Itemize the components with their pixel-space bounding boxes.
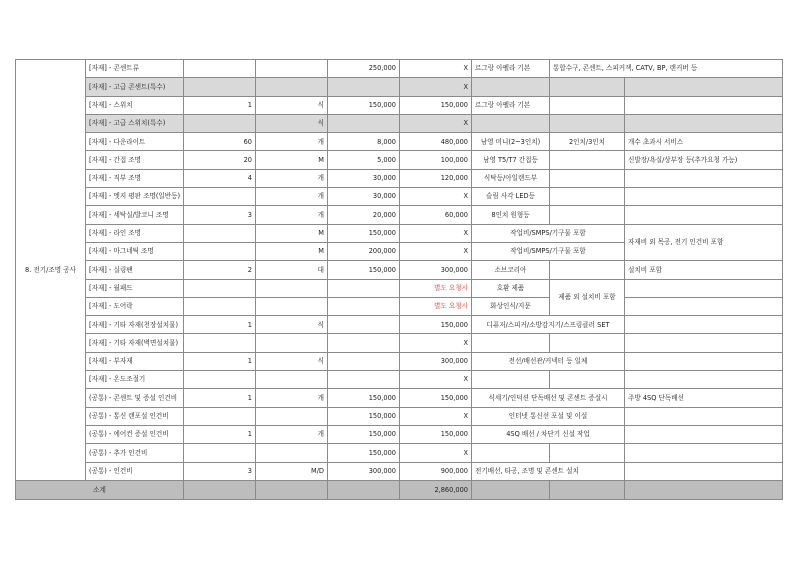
qty: 60: [184, 133, 256, 151]
note: 개수 초과시 서비스: [625, 133, 783, 151]
unit: 식: [256, 352, 328, 370]
item-name: (공통) - 인건비: [86, 462, 184, 480]
spec-detail: 제품 외 설치비 포함: [550, 279, 625, 316]
spec: 르그랑 아펠라 기본: [472, 96, 550, 114]
spec: 식탁등/아일랜드부: [472, 169, 550, 187]
unit: 개: [256, 133, 328, 151]
spec: 남영 미니(2~3인치): [472, 133, 550, 151]
amount: 60,000: [400, 206, 472, 224]
item-name: (공통) - 에어컨 증설 인건비: [86, 425, 184, 443]
amount: 150,000: [400, 425, 472, 443]
unit-price: 150,000: [328, 96, 400, 114]
unit-price: 150,000: [328, 261, 400, 279]
unit-price: 200,000: [328, 242, 400, 260]
unit: M/D: [256, 462, 328, 480]
item-name: [자재] - 월패드: [86, 279, 184, 297]
unit: 개: [256, 188, 328, 206]
amount: X: [400, 444, 472, 462]
unit-price: 8,000: [328, 133, 400, 151]
spec: 4SQ 배선 / 차단기 신설 작업: [472, 425, 625, 443]
note: 설치비 포함: [625, 261, 783, 279]
unit: M: [256, 242, 328, 260]
estimate-table: [15, 59, 783, 500]
qty: 1: [184, 389, 256, 407]
amount: 별도 요청시: [400, 297, 472, 315]
unit-price: 250,000: [328, 60, 400, 78]
qty: 1: [184, 425, 256, 443]
item-name: (공통) - 콘센트 및 증설 인건비: [86, 389, 184, 407]
spec: 호환 제품: [472, 279, 550, 297]
unit-price: 150,000: [328, 425, 400, 443]
spec: 전선/배선관/커넥터 등 일체: [472, 352, 625, 370]
item-name: (공통) - 통신 랜포설 인건비: [86, 407, 184, 425]
qty: 1: [184, 96, 256, 114]
spec: 화상인식/지문: [472, 297, 550, 315]
spec: 인터넷 통신선 포설 및 이설: [472, 407, 625, 425]
amount: 150,000: [400, 96, 472, 114]
amount: 150,000: [400, 316, 472, 334]
subtotal-label: 소계: [16, 480, 184, 499]
amount: 별도 요청시: [400, 279, 472, 297]
item-name: [자재] - 간접 조명: [86, 151, 184, 169]
item-name: [자재] - 다운라이트: [86, 133, 184, 151]
item-name: (공통) - 추가 인건비: [86, 444, 184, 462]
unit-price: 30,000: [328, 169, 400, 187]
item-name: [자재] - 실링팬: [86, 261, 184, 279]
amount: X: [400, 114, 472, 132]
spec: 전기배선, 타공, 조명 및 콘센트 설치: [472, 462, 625, 480]
unit: 식: [256, 114, 328, 132]
qty: 3: [184, 462, 256, 480]
qty: 3: [184, 206, 256, 224]
spec: 남영 T5/T7 간접등: [472, 151, 550, 169]
amount: X: [400, 371, 472, 389]
amount: 900,000: [400, 462, 472, 480]
unit: 대: [256, 261, 328, 279]
qty: 1: [184, 352, 256, 370]
amount: 120,000: [400, 169, 472, 187]
unit-price: 20,000: [328, 206, 400, 224]
unit: M: [256, 224, 328, 242]
item-name: [자재] - 라인 조명: [86, 224, 184, 242]
unit: 개: [256, 389, 328, 407]
amount: X: [400, 78, 472, 96]
amount: X: [400, 188, 472, 206]
item-name: [자재] - 세탁실/발코니 조명: [86, 206, 184, 224]
spec-detail: 2인치/3인치: [550, 133, 625, 151]
note: 주방 4SQ 단독배선: [625, 389, 783, 407]
qty: 1: [184, 316, 256, 334]
subtotal-row: [16, 480, 783, 499]
spec: 르그랑 아펠라 기본: [472, 60, 550, 78]
amount: X: [400, 60, 472, 78]
amount: 480,000: [400, 133, 472, 151]
unit: 개: [256, 206, 328, 224]
unit: 식: [256, 96, 328, 114]
unit-price: 150,000: [328, 389, 400, 407]
item-name: [자재] - 고급 스위치(특수): [86, 114, 184, 132]
amount: 300,000: [400, 261, 472, 279]
note: 통합수구, 콘센트, 스피커잭, CATV, BP, 랜커버 등: [550, 60, 783, 78]
item-name: [자재] - 고급 콘센트(특수): [86, 78, 184, 96]
item-name: [자재] - 기타 자재(벽면설치물): [86, 334, 184, 352]
unit-price: 150,000: [328, 224, 400, 242]
note: 자재비 외 목공, 전기 인건비 포함: [625, 224, 783, 261]
unit: 개: [256, 169, 328, 187]
amount: X: [400, 242, 472, 260]
unit: 개: [256, 425, 328, 443]
spec: 디퓨저/스피커/소방감지기/스프링클러 SET: [472, 316, 625, 334]
spec: 8인치 원형등: [472, 206, 550, 224]
item-name: [자재] - 스위치: [86, 96, 184, 114]
item-name: [자재] - 온도조절기: [86, 371, 184, 389]
subtotal-amount: 2,860,000: [400, 480, 472, 499]
spec: 슬림 사각 LED등: [472, 188, 550, 206]
amount: X: [400, 407, 472, 425]
unit-price: 150,000: [328, 407, 400, 425]
spec: 소브코리아: [472, 261, 550, 279]
item-name: [자재] - 엣지 평판 조명(일반등): [86, 188, 184, 206]
amount: 300,000: [400, 352, 472, 370]
amount: 100,000: [400, 151, 472, 169]
unit-price: 5,000: [328, 151, 400, 169]
spec: 작업비/SMPS/기구물 포함: [472, 242, 625, 260]
amount: X: [400, 334, 472, 352]
qty: 20: [184, 151, 256, 169]
amount: X: [400, 224, 472, 242]
unit: M: [256, 151, 328, 169]
section-label: 8. 전기/조명 공사: [16, 60, 86, 481]
item-name: [자재] - 부자재: [86, 352, 184, 370]
unit-price: 300,000: [328, 462, 400, 480]
unit-price: 150,000: [328, 444, 400, 462]
item-name: [자재] - 콘센트류: [86, 60, 184, 78]
spec: 식세기/인덕션 단독배선 및 콘센트 증설시: [472, 389, 625, 407]
unit-price: 30,000: [328, 188, 400, 206]
item-name: [자재] - 직부 조명: [86, 169, 184, 187]
item-name: [자재] - 기타 자재(천장설치물): [86, 316, 184, 334]
item-name: [자재] - 마그네틱 조명: [86, 242, 184, 260]
qty: 2: [184, 261, 256, 279]
item-name: [자재] - 도어락: [86, 297, 184, 315]
amount: 150,000: [400, 389, 472, 407]
spec: 작업비/SMPS/기구물 포함: [472, 224, 625, 242]
qty: 4: [184, 169, 256, 187]
unit: 식: [256, 316, 328, 334]
note: 신발장/욕실/상부장 등(추가요청 가능): [625, 151, 783, 169]
